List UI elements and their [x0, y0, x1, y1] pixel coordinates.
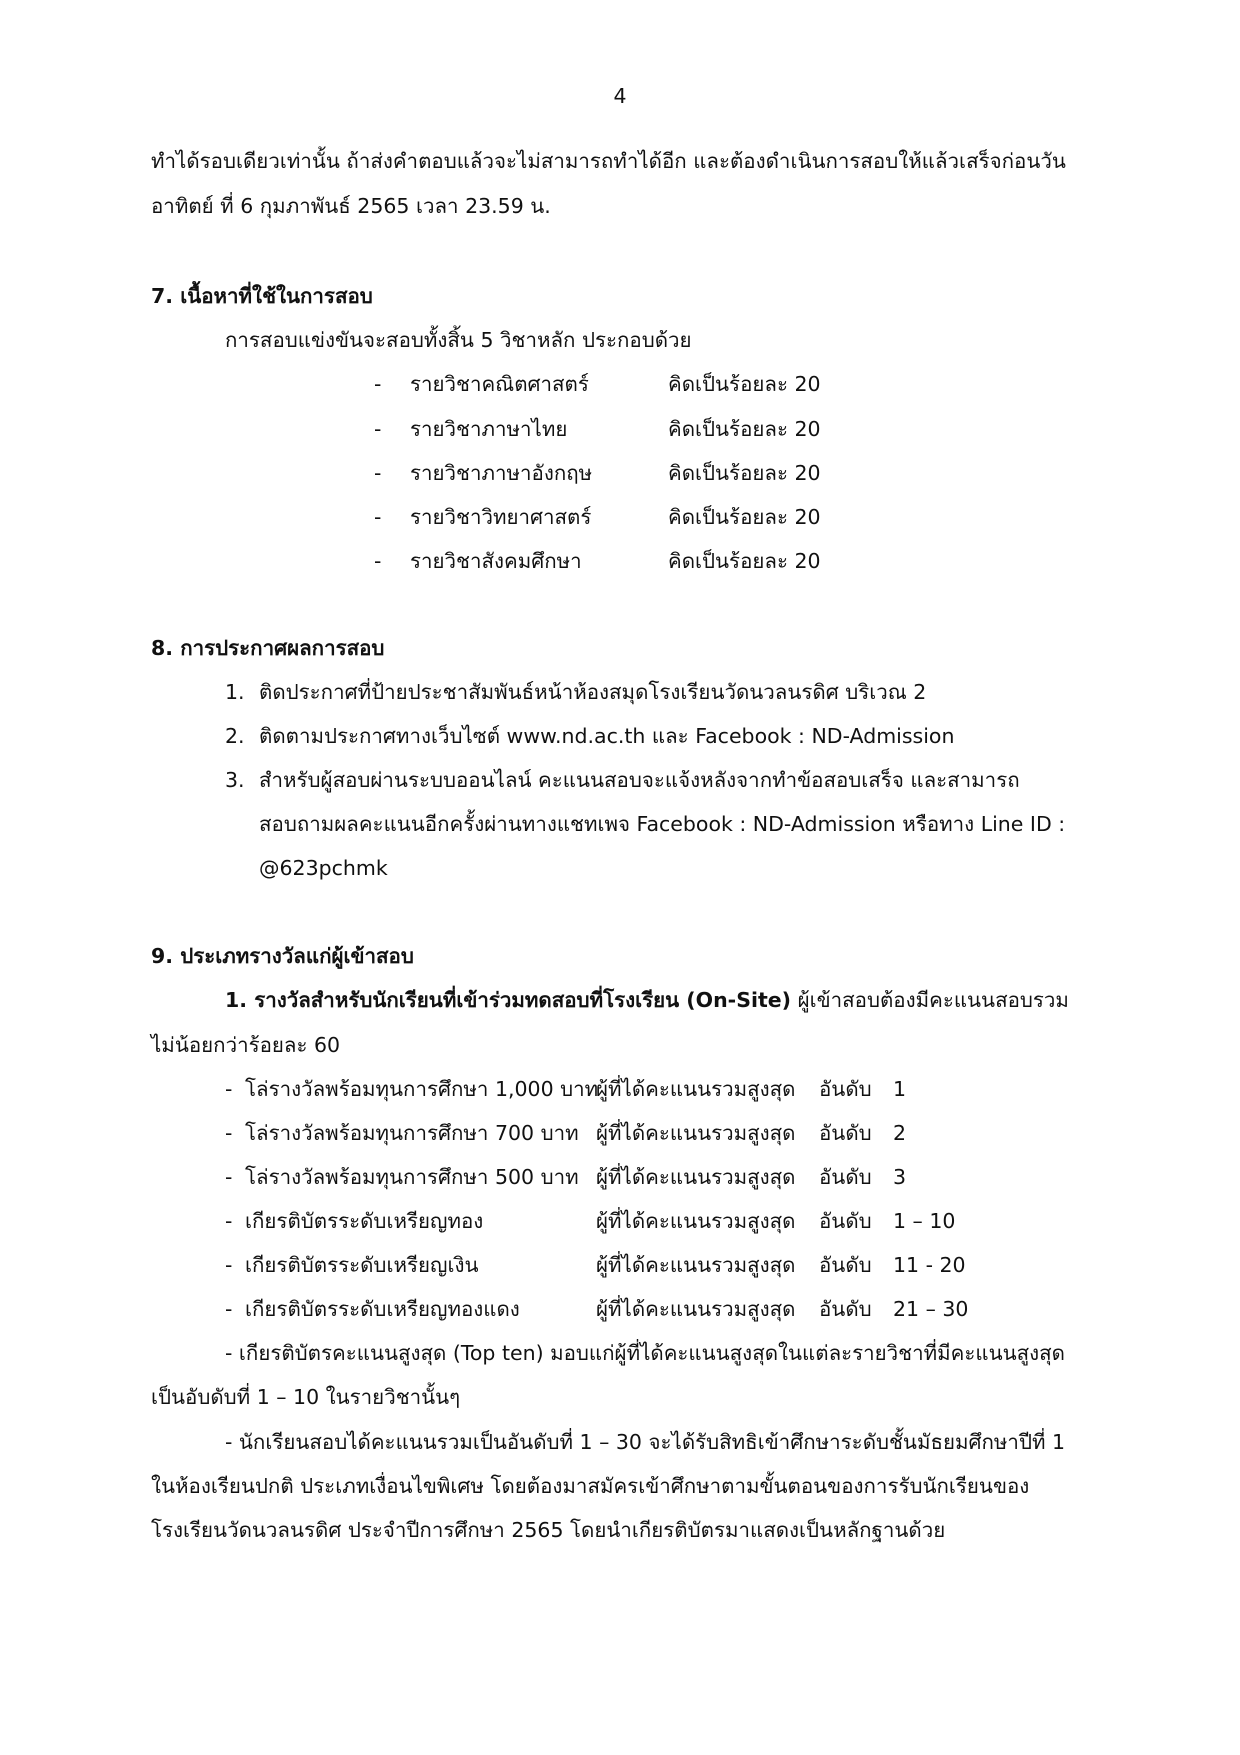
prize-rank: 1 – 10: [893, 1209, 956, 1233]
subject-dash: -: [374, 372, 382, 396]
prize-rank-label: อันดับ: [819, 1077, 872, 1101]
prize-recipient: ผู้ที่ได้คะแนนรวมสูงสุด: [596, 1253, 796, 1277]
subject-dash: -: [374, 505, 382, 529]
prize-item: โล่รางวัลพร้อมทุนการศึกษา 700 บาท: [245, 1121, 579, 1145]
section-8-heading: 8. การประกาศผลการสอบ: [151, 636, 385, 660]
subject-name: รายวิชาภาษาอังกฤษ: [410, 461, 593, 485]
subject-name: รายวิชาวิทยาศาสตร์: [410, 505, 592, 529]
subject-weight: คิดเป็นร้อยละ 20: [668, 461, 821, 485]
prize-rank: 11 - 20: [893, 1253, 966, 1277]
prize-recipient: ผู้ที่ได้คะแนนรวมสูงสุด: [596, 1297, 796, 1321]
intro-line-2: อาทิตย์ ที่ 6 กุมภาพันธ์ 2565 เวลา 23.59 น.: [151, 194, 551, 218]
section-9-heading: 9. ประเภทรางวัลแก่ผู้เข้าสอบ: [151, 944, 414, 968]
prize-recipient: ผู้ที่ได้คะแนนรวมสูงสุด: [596, 1077, 796, 1101]
intro-line-1: ทำได้รอบเดียวเท่านั้น ถ้าส่งคำตอบแล้วจะไม่สามารถทำได้อีก และต้องดำเนินการสอบให้แล้วเสร็จก่อนวัน: [151, 149, 1066, 173]
prize-item: โล่รางวัลพร้อมทุนการศึกษา 1,000 บาท: [245, 1077, 599, 1101]
prize-recipient: ผู้ที่ได้คะแนนรวมสูงสุด: [596, 1209, 796, 1233]
subject-weight: คิดเป็นร้อยละ 20: [668, 417, 821, 441]
subject-weight: คิดเป็นร้อยละ 20: [668, 372, 821, 396]
prize-rank: 2: [893, 1121, 907, 1145]
prize-recipient: ผู้ที่ได้คะแนนรวมสูงสุด: [596, 1165, 796, 1189]
announcement-text: ติดตามประกาศทางเว็บไซต์ www.nd.ac.th และ Facebook : ND-Admission: [259, 724, 955, 748]
section-7-heading: 7. เนื้อหาที่ใช้ในการสอบ: [151, 284, 373, 308]
page-number: 4: [613, 84, 627, 108]
announcement-text: สำหรับผู้สอบผ่านระบบออนไลน์ คะแนนสอบจะแจ้งหลังจากทำข้อสอบเสร็จ และสามารถ: [259, 768, 1020, 792]
prize-rank-label: อันดับ: [819, 1297, 872, 1321]
award-1-condition: ผู้เข้าสอบต้องมีคะแนนสอบรวม: [791, 988, 1069, 1012]
subject-name: รายวิชาภาษาไทย: [410, 417, 568, 441]
topten-line-1: - เกียรติบัตรคะแนนสูงสุด (Top ten) มอบแก่ผู้ที่ได้คะแนนสูงสุดในแต่ละรายวิชาที่มีคะแนนสูงสุด: [225, 1341, 1065, 1365]
prize-rank-label: อันดับ: [819, 1253, 872, 1277]
prize-dash: -: [225, 1077, 233, 1101]
subject-weight: คิดเป็นร้อยละ 20: [668, 549, 821, 573]
prize-rank: 3: [893, 1165, 907, 1189]
prize-dash: -: [225, 1121, 233, 1145]
prize-dash: -: [225, 1253, 233, 1277]
prize-item: โล่รางวัลพร้อมทุนการศึกษา 500 บาท: [245, 1165, 579, 1189]
subject-dash: -: [374, 549, 382, 573]
prize-dash: -: [225, 1297, 233, 1321]
announcement-number: 3.: [225, 768, 245, 792]
subject-dash: -: [374, 461, 382, 485]
prize-dash: -: [225, 1209, 233, 1233]
award-1-min-score: ไม่น้อยกว่าร้อยละ 60: [151, 1033, 341, 1057]
prize-rank: 1: [893, 1077, 907, 1101]
admission-line-1: - นักเรียนสอบได้คะแนนรวมเป็นอันดับที่ 1 – 30 จะได้รับสิทธิเข้าศึกษาระดับชั้นมัธยมศึกษาปีที่ 1: [225, 1430, 1066, 1454]
award-1-title: 1. รางวัลสำหรับนักเรียนที่เข้าร่วมทดสอบที่โรงเรียน (On-Site): [225, 988, 792, 1012]
prize-rank: 21 – 30: [893, 1297, 969, 1321]
prize-rank-label: อันดับ: [819, 1209, 872, 1233]
announcement-number: 1.: [225, 680, 245, 704]
subject-name: รายวิชาคณิตศาสตร์: [410, 372, 589, 396]
subject-name: รายวิชาสังคมศึกษา: [410, 549, 582, 573]
announcement-text: ติดประกาศที่ป้ายประชาสัมพันธ์หน้าห้องสมุดโรงเรียนวัดนวลนรดิศ บริเวณ 2: [259, 680, 927, 704]
prize-item: เกียรติบัตรระดับเหรียญเงิน: [245, 1253, 479, 1277]
line-id: @623pchmk: [259, 856, 388, 880]
announcement-text: สอบถามผลคะแนนอีกครั้งผ่านทางแชทเพจ Facebook : ND-Admission หรือทาง Line ID :: [259, 812, 1066, 836]
admission-line-3: โรงเรียนวัดนวลนรดิศ ประจำปีการศึกษา 2565 โดยนำเกียรติบัตรมาแสดงเป็นหลักฐานด้วย: [151, 1518, 946, 1542]
prize-rank-label: อันดับ: [819, 1121, 872, 1145]
prize-item: เกียรติบัตรระดับเหรียญทอง: [245, 1209, 484, 1233]
prize-dash: -: [225, 1165, 233, 1189]
prize-item: เกียรติบัตรระดับเหรียญทองแดง: [245, 1297, 520, 1321]
topten-line-2: เป็นอับดับที่ 1 – 10 ในรายวิชานั้นๆ: [151, 1385, 461, 1409]
admission-line-2: ในห้องเรียนปกติ ประเภทเงื่อนไขพิเศษ โดยต้องมาสมัครเข้าศึกษาตามขั้นตอนของการรับนักเรียนของ: [151, 1474, 1030, 1498]
prize-recipient: ผู้ที่ได้คะแนนรวมสูงสุด: [596, 1121, 796, 1145]
subject-dash: -: [374, 417, 382, 441]
subject-weight: คิดเป็นร้อยละ 20: [668, 505, 821, 529]
announcement-number: 2.: [225, 724, 245, 748]
section-7-intro: การสอบแข่งขันจะสอบทั้งสิ้น 5 วิชาหลัก ประกอบด้วย: [225, 328, 692, 352]
award-1-intro: [225, 985, 1069, 1015]
prize-rank-label: อันดับ: [819, 1165, 872, 1189]
